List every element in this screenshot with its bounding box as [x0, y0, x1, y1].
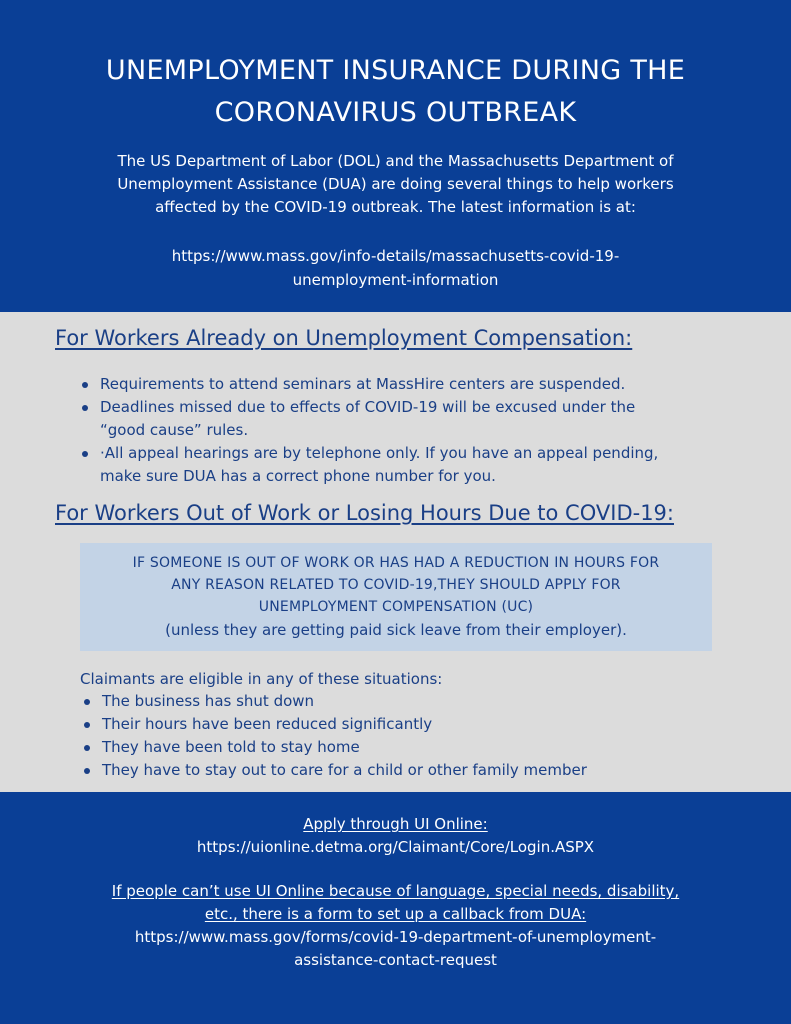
- list-item: [78, 442, 718, 488]
- list-item-text: The business has shut down: [102, 692, 315, 710]
- info-url-line-2[interactable]: unemployment-information: [292, 271, 499, 289]
- list-item-text-cont: “good cause” rules.: [100, 421, 249, 439]
- list-item: [80, 759, 720, 782]
- list-item-text: Requirements to attend seminars at MassHire centers are suspended.: [100, 375, 626, 393]
- callback-url-line-2[interactable]: assistance-contact-request: [294, 951, 497, 969]
- callout-line-3: UNEMPLOYMENT COMPENSATION (UC): [258, 599, 534, 615]
- already-bullet-list: [78, 373, 718, 488]
- main-content: [0, 312, 791, 792]
- list-item: [80, 713, 720, 736]
- bullet-icon: [84, 699, 90, 705]
- bullet-icon: [82, 405, 88, 411]
- callout-note: (unless they are getting paid sick leave from their employer).: [165, 621, 627, 639]
- apply-url-link[interactable]: https://uionline.detma.org/Claimant/Core/Login.ASPX: [196, 838, 595, 856]
- bullet-icon: [82, 451, 88, 457]
- list-item: [78, 373, 718, 396]
- callout-line-2: ANY REASON RELATED TO COVID-19,THEY SHOULD APPLY FOR: [171, 577, 621, 593]
- intro-line-1: The US Department of Labor (DOL) and the Massachusetts Department of: [117, 152, 674, 170]
- list-item: [80, 690, 720, 713]
- info-url-link[interactable]: [70, 244, 721, 292]
- eligible-intro: Claimants are eligible in any of these situations:: [80, 670, 443, 688]
- heading-out-of-work: For Workers Out of Work or Losing Hours Due to COVID-19:: [55, 501, 674, 525]
- callback-label-line-1: If people can’t use UI Online because of language, special needs, disability,: [111, 882, 680, 900]
- callback-label: [60, 880, 731, 926]
- header-banner: [0, 0, 791, 312]
- bullet-icon: [82, 382, 88, 388]
- callback-url-link[interactable]: [60, 926, 731, 972]
- callback-block: [60, 880, 731, 972]
- intro-line-2: Unemployment Assistance (DUA) are doing several things to help workers: [117, 175, 674, 193]
- callback-label-line-2: etc., there is a form to set up a callback from DUA:: [204, 905, 587, 923]
- apply-block: [60, 813, 731, 859]
- info-url-line-1[interactable]: https://www.mass.gov/info-details/massachusetts-covid-19-: [171, 247, 620, 265]
- callback-url-line-1[interactable]: https://www.mass.gov/forms/covid-19-department-of-unemployment-: [134, 928, 657, 946]
- list-item-text: Their hours have been reduced significantly: [102, 715, 433, 733]
- heading-already-on-unemployment: For Workers Already on Unemployment Compensation:: [55, 326, 633, 350]
- bullet-icon: [84, 768, 90, 774]
- page-title: [40, 50, 751, 134]
- intro-paragraph: [70, 150, 721, 219]
- callout-line-1: IF SOMEONE IS OUT OF WORK OR HAS HAD A REDUCTION IN HOURS FOR: [132, 555, 660, 571]
- bullet-icon: [84, 745, 90, 751]
- title-line-1: UNEMPLOYMENT INSURANCE DURING THE: [105, 55, 686, 86]
- list-item-text: Deadlines missed due to effects of COVID-19 will be excused under the: [100, 398, 636, 416]
- intro-line-3: affected by the COVID-19 outbreak. The latest information is at:: [155, 198, 636, 216]
- list-item: [80, 736, 720, 759]
- list-item: [78, 396, 718, 442]
- list-item-text: They have to stay out to care for a child or other family member: [102, 761, 587, 779]
- bullet-icon: [84, 722, 90, 728]
- eligible-bullet-list: [80, 690, 720, 782]
- title-line-2: CORONAVIRUS OUTBREAK: [214, 97, 577, 128]
- callout-headline: [92, 552, 700, 618]
- apply-callout-box: [80, 543, 712, 651]
- list-item-text: They have been told to stay home: [102, 738, 360, 756]
- list-item-text-cont: make sure DUA has a correct phone number for you.: [100, 467, 496, 485]
- footer-banner: [0, 792, 791, 1024]
- list-item-text: ·All appeal hearings are by telephone only. If you have an appeal pending,: [100, 444, 659, 462]
- apply-label: Apply through UI Online:: [303, 815, 488, 833]
